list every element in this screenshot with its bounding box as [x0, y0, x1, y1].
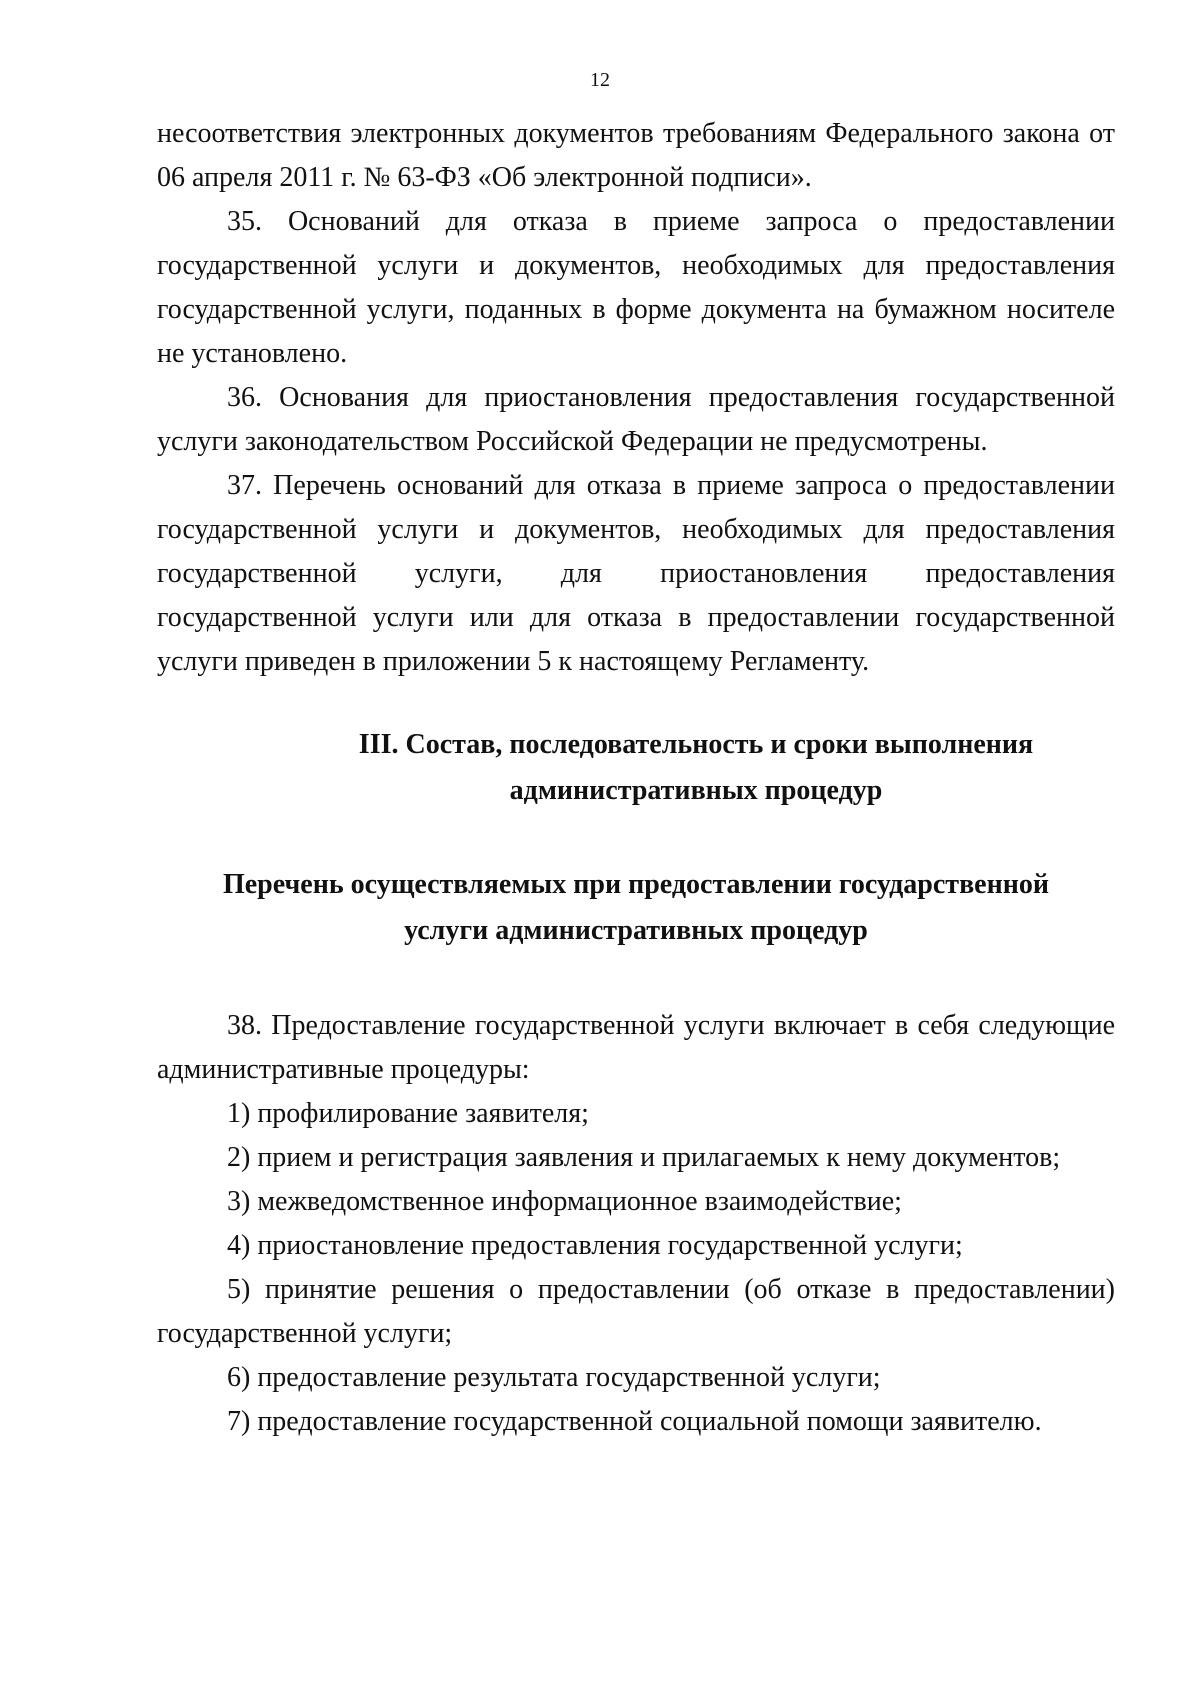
procedure-item-1: 1) профилирование заявителя; — [227, 1098, 589, 1129]
section-heading-line-1: III. Состав, последовательность и сроки выполнения — [358, 729, 1034, 760]
procedure-item-7: 7) предоставление государственной социальной помощи заявителю. — [227, 1406, 1042, 1437]
procedure-item-4: 4) приостановление предоставления государственной услуги; — [227, 1230, 963, 1261]
procedure-item-3: 3) межведомственное информационное взаимодействие; — [227, 1186, 902, 1217]
procedure-item-5: 5) принятие решения о предоставлении (об отказе в предоставлении) государственной услуги; — [157, 1274, 1115, 1349]
paragraph-36: 36. Основания для приостановления предоставления государственной услуги законодательством Российской Федерации не предусмотрены. — [157, 382, 1115, 457]
subsection-heading — [157, 862, 1115, 954]
paragraph-continuation: несоответствия электронных документов требованиям Федерального закона от 06 апреля 2011 г. № 63-ФЗ «Об электронной подписи». — [157, 118, 1115, 193]
section-heading-line-2: административных процедур — [509, 775, 883, 806]
procedure-item-6: 6) предоставление результата государственной услуги; — [227, 1362, 881, 1393]
paragraph-35: 35. Оснований для отказа в приеме запроса о предоставлении государственной услуги и документов, необходимых для предоставления государственной услуги, поданных в форме документа на бумажном носителе не установлено. — [157, 206, 1115, 369]
subsection-heading-line-1: Перечень осуществляемых при предоставлении государственной — [222, 869, 1050, 900]
paragraph-38: 38. Предоставление государственной услуги включает в себя следующие административные процедуры: — [157, 1010, 1115, 1085]
subsection-heading-line-2: услуги административных процедур — [404, 915, 868, 946]
document-body — [157, 112, 1115, 1444]
section-heading — [157, 722, 1115, 814]
page-number: 12 — [590, 69, 610, 91]
procedure-item-2: 2) прием и регистрация заявления и прилагаемых к нему документов; — [227, 1142, 1061, 1173]
spacer — [157, 954, 1115, 1004]
paragraph-37: 37. Перечень оснований для отказа в приеме запроса о предоставлении государственной услуги и документов, необходимых для предоставления государственной услуги, для приостановления предоставления государственной услуги или для отказа в предоставлении государственной услуги приведен в приложении 5 к настоящему Регламенту. — [157, 470, 1115, 677]
